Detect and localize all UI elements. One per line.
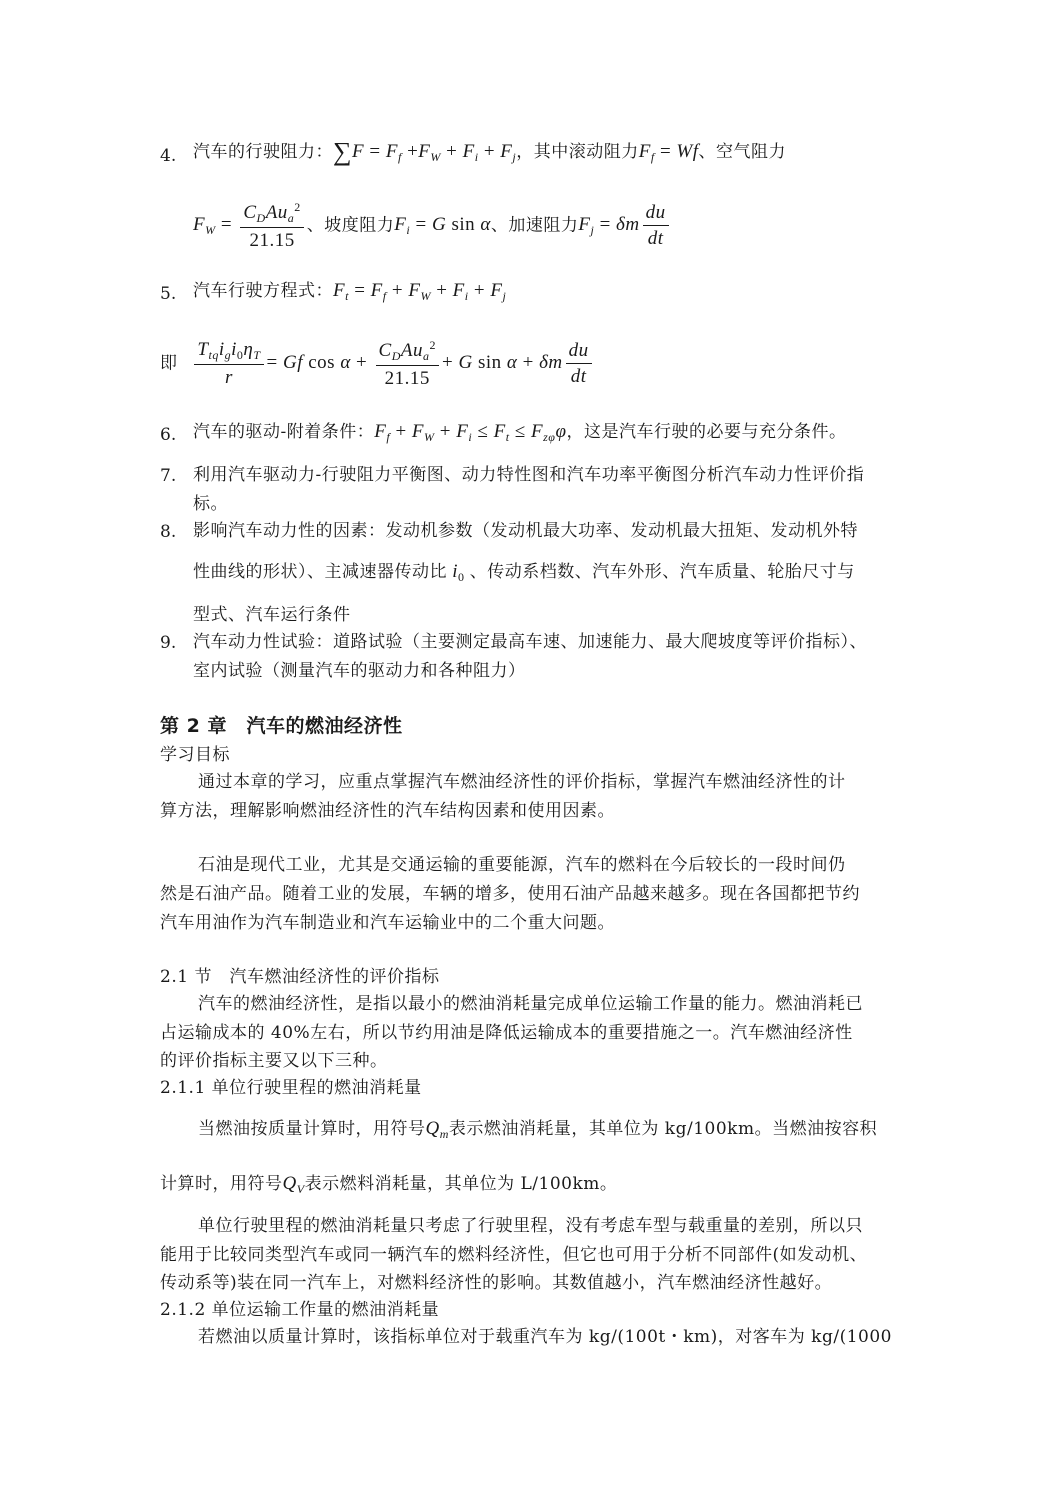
- qm-symbol: $Q_m$: [425, 1118, 449, 1141]
- i0-symbol: $i_0$: [452, 561, 465, 584]
- adhesion-condition: $F_f + F_W + F_i \le F_t \le F_{z\varphi}\varphi$: [374, 421, 567, 444]
- qv-symbol: $Q_V$: [282, 1173, 305, 1196]
- sum-formula: $\sum F = F_f +F_W + F_i + F_j$: [333, 137, 517, 166]
- item-number: 8.: [160, 522, 177, 542]
- intro-line1: 石油是现代工业，尤其是交通运输的重要能源，汽车的燃料在今后较长的一段时间仍: [198, 855, 846, 875]
- item-number: 9.: [160, 633, 177, 653]
- item-6-line: 汽车的驱动-附着条件：$F_f + F_W + F_i \le F_t \le F_{z\varphi}\varphi$，这是汽车行驶的必要与充分条件。: [193, 421, 847, 444]
- section-2-1-1-heading: 2.1.1 单位行驶里程的燃油消耗量: [160, 1078, 422, 1098]
- item-8-line3: 型式、汽车运行条件: [193, 605, 351, 625]
- driving-equation: $F_t = F_f + F_W + F_i + F_j$: [333, 280, 507, 303]
- item-5-line2: 即 $\frac{T_{tq}i_gi_0\eta_T}{r}$ = Gf cos α + $\frac{C_DAu_a^2}{21.15}$ + G sin α + δm $\frac{du}{dt}$: [160, 338, 595, 390]
- para-2-1-1-line3: 传动系等)装在同一汽车上，对燃料经济性的影响。其数值越小，汽车燃油经济性越好。: [160, 1273, 833, 1293]
- item-8-line2: 性曲线的形状）、主减速器传动比 $i_0$ 、传动系档数、汽车外形、汽车质量、轮胎尺寸与: [193, 561, 855, 584]
- item-number: 4.: [160, 146, 177, 166]
- item-4-line1: 汽车的行驶阻力：$\sum F = F_f +F_W + F_i + F_j$，其中滚动阻力$F_f = Wf$、空气阻力: [193, 137, 787, 166]
- item-4-line2: $F_W$ = $\frac{C_DAu_a^2}{21.15}$ 、坡度阻力$F_i = G$ sin α、加速阻力$F_j = \delta m$ $\frac{du}{dt}$: [193, 200, 672, 252]
- para-2-1-1-line2: 能用于比较同类型汽车或同一辆汽车的燃料经济性，但它也可用于分析不同部件(如发动机、: [160, 1245, 868, 1265]
- air-formula: $F_W$ = $\frac{C_DAu_a^2}{21.15}$: [193, 214, 307, 235]
- item-8-line1: 影响汽车动力性的因素：发动机参数（发动机最大功率、发动机最大扭矩、发动机外特: [193, 521, 858, 541]
- para-2-1-line2: 占运输成本的 40%左右，所以节约用油是降低运输成本的重要措施之一。汽车燃油经济性: [160, 1023, 853, 1043]
- item-number: 5.: [160, 284, 177, 304]
- section-2-1-heading: 2.1 节 汽车燃油经济性的评价指标: [160, 967, 440, 987]
- item-number: 6.: [160, 425, 177, 445]
- para-2-1-1-line1: 单位行驶里程的燃油消耗量只考虑了行驶里程，没有考虑车型与载重量的差别，所以只: [198, 1216, 863, 1236]
- para-2-1-line3: 的评价指标主要又以下三种。: [160, 1051, 388, 1071]
- item-number: 7.: [160, 466, 177, 486]
- chapter-subtitle: 学习目标: [160, 745, 230, 765]
- item-5-line1: 汽车行驶方程式：$F_t = F_f + F_W + F_i + F_j$: [193, 280, 507, 303]
- goal-line1: 通过本章的学习，应重点掌握汽车燃油经济性的评价指标，掌握汽车燃油经济性的计: [198, 772, 846, 792]
- expanded-equation: $\frac{T_{tq}i_gi_0\eta_T}{r}$ = Gf cos α + $\frac{C_DAu_a^2}{21.15}$ + G sin α + δm $\frac{du}{dt}$: [191, 352, 594, 373]
- para-2-1-line1: 汽车的燃油经济性，是指以最小的燃油消耗量完成单位运输工作量的能力。燃油消耗已: [198, 994, 863, 1014]
- intro-line2: 然是石油产品。随着工业的发展，车辆的增多，使用石油产品越来越多。现在各国都把节约: [160, 884, 860, 904]
- goal-line2: 算方法，理解影响燃油经济性的汽车结构因素和使用因素。: [160, 801, 615, 821]
- qm-line: 当燃油按质量计算时，用符号$Q_m$表示燃油消耗量，其单位为 kg/100km。当燃油按容积: [198, 1118, 878, 1141]
- section-2-1-2-heading: 2.1.2 单位运输工作量的燃油消耗量: [160, 1300, 440, 1320]
- intro-line3: 汽车用油作为汽车制造业和汽车运输业中的二个重大问题。: [160, 913, 615, 933]
- item-9-line1: 汽车动力性试验：道路试验（主要测定最高车速、加速能力、最大爬坡度等评价指标）、: [193, 632, 867, 652]
- rolling-formula: $F_f = Wf$: [638, 141, 699, 164]
- item-9-line2: 室内试验（测量汽车的驱动力和各种阻力）: [193, 661, 526, 681]
- chapter-title: 第 2 章 汽车的燃油经济性: [160, 715, 403, 737]
- qv-line: 计算时，用符号$Q_V$表示燃料消耗量，其单位为 L/100km。: [160, 1173, 618, 1196]
- item-7-line2: 标。: [193, 494, 228, 514]
- accel-formula: $F_j = \delta m$ $\frac{du}{dt}$: [578, 214, 671, 235]
- grade-formula: $F_i = G$ sin α: [394, 214, 491, 238]
- item-7-line1: 利用汽车驱动力-行驶阻力平衡图、动力特性图和汽车功率平衡图分析汽车动力性评价指: [193, 465, 865, 485]
- para-2-1-2-line1: 若燃油以质量计算时，该指标单位对于载重汽车为 kg/(100t・km)，对客车为 kg/(1000: [198, 1327, 892, 1347]
